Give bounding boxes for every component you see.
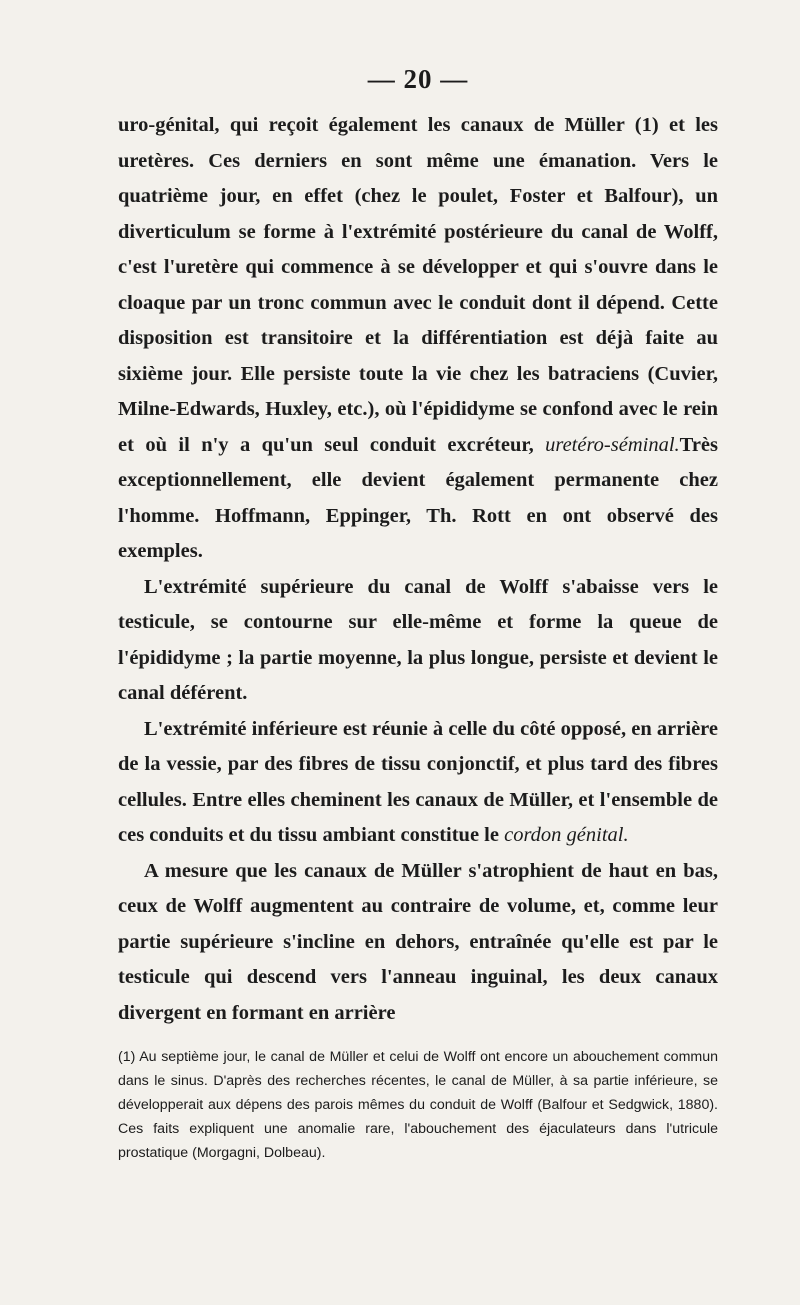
body-text	[118, 108, 718, 1031]
paragraph-1-part-3: Très exceptionnellement, elle devient également permanente chez l'homme. Hoffmann, Eppinger, Th. Rott en ont observé des exemples.	[118, 433, 718, 562]
book-page	[118, 60, 718, 1165]
paragraph-2	[118, 570, 718, 712]
paragraph-4-text: A mesure que les canaux de Müller s'atrophient de haut en bas, ceux de Wolff augmentent au contraire de volume, et, comme leur partie supérieure s'incline en dehors, entraînée qu'elle est par le testicule qui descend vers l'anneau inguinal, les deux canaux divergent en formant en arrière	[118, 859, 718, 1024]
page-number: — 20 —	[367, 64, 469, 94]
footnote-text: (1) Au septième jour, le canal de Müller et celui de Wolff ont encore un abouchement commun dans le sinus. D'après des recherches récentes, le canal de Müller, à sa partie inférieure, se développerait aux dépens des parois mêmes du conduit de Wolff (Balfour et Sedgwick, 1880). Ces faits expliquent une anomalie rare, l'abouchement des éjaculateurs dans l'utricule prostatique (Morgagni, Dolbeau).	[118, 1049, 718, 1161]
paragraph-3-text: L'extrémité inférieure est réunie à celle du côté opposé, en arrière de la vessie, par des fibres de tissu conjonctif, et plus tard des fibres cellules. Entre elles cheminent les canaux de Müller, et l'ensemble de ces conduits et du tissu ambiant constitue le	[118, 717, 718, 846]
term-cordon-genital: cordon génital.	[504, 824, 629, 846]
paragraph-1	[118, 108, 718, 570]
paragraph-4	[118, 854, 718, 1032]
term-uretero-seminal: uretéro-séminal.	[545, 433, 680, 456]
paragraph-2-text: L'extrémité supérieure du canal de Wolff s'abaisse vers le testicule, se contourne sur elle-même et forme la queue de l'épididyme ; la partie moyenne, la plus longue, persiste et devient le canal déférent.	[118, 575, 718, 704]
paragraph-3	[118, 712, 718, 854]
footnote	[118, 1045, 718, 1165]
paragraph-1-part-1: uro-génital, qui reçoit également les canaux de Müller (1) et les uretères. Ces derniers en sont même une émanation. Vers le quatrième jour, en effet (chez le poulet, Foster et Balfour), un diverticulum se forme à l'extrémité postérieure du canal de Wolff, c'est l'uretère qui commence à se développer et qui s'ouvre dans le cloaque par un tronc commun avec le conduit dont il dépend. Cette disposition est transitoire et la différentiation est déjà faite au sixième jour. Elle persiste toute la vie chez les batraciens (Cuvier, Milne-Edwards, Huxley, etc.), où l'épididyme se confond avec le rein et où il n'y a qu'un seul conduit excréteur,	[118, 114, 718, 456]
